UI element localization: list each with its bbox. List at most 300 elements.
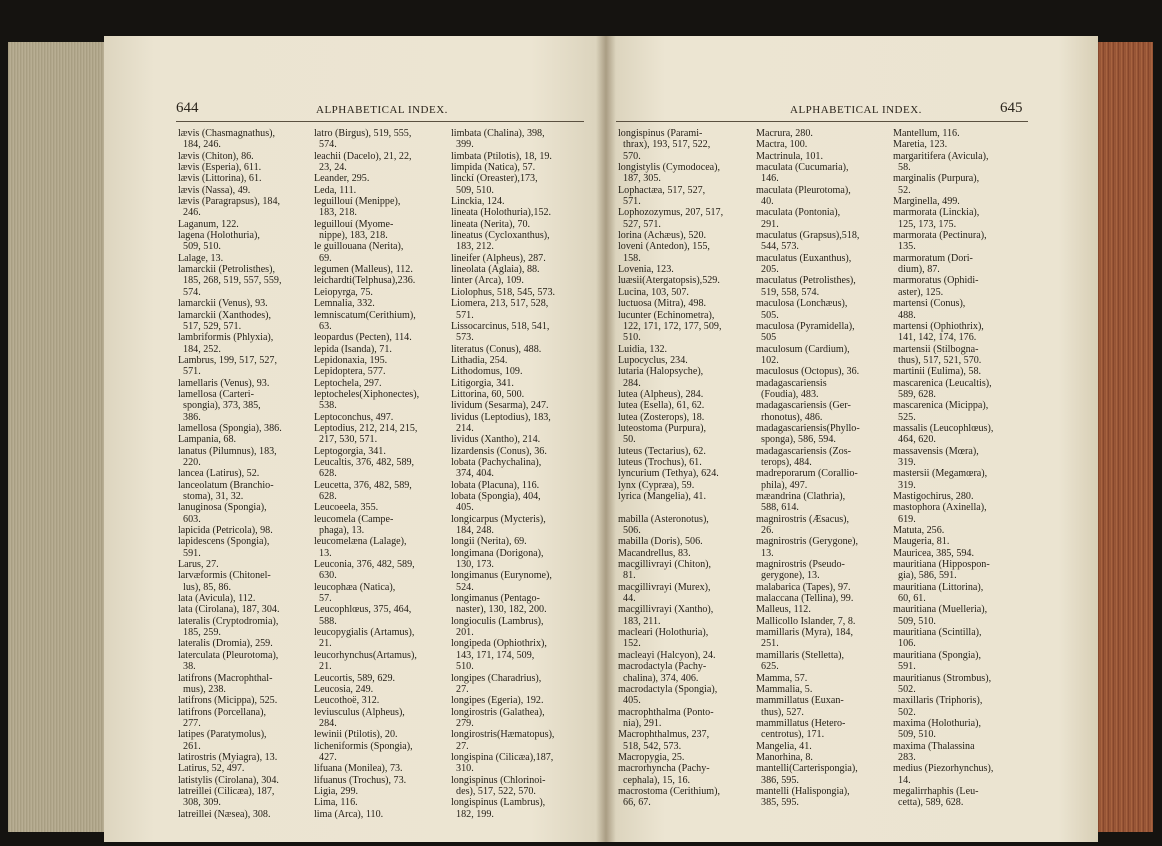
index-entry-line: lanatus (Pilumnus), 183, bbox=[178, 445, 277, 457]
index-entry-line: Luidia, 132. bbox=[618, 343, 668, 355]
index-entry-line: madreporarum (Corallio- bbox=[756, 468, 858, 480]
index-entry-line: 251. bbox=[756, 638, 779, 650]
index-entry-line: 184, 246. bbox=[178, 139, 221, 151]
index-entry-line: 571. bbox=[178, 366, 201, 378]
index-entry-line: Leander, 295. bbox=[314, 173, 370, 185]
index-entry-line: maculata (Cucumaria), bbox=[756, 162, 849, 174]
index-entry-line: 574. bbox=[314, 139, 337, 151]
index-entry-line: 26. bbox=[756, 525, 774, 537]
index-entry-line: Mactra, 100. bbox=[756, 139, 808, 151]
index-entry-line: longispinus (Parami- bbox=[618, 128, 703, 139]
index-entry-line: maculosum (Cardium), bbox=[756, 343, 850, 355]
index-entry-line: Leucophlœus, 375, 464, bbox=[314, 604, 412, 616]
index-entry-line: mascarenica (Micippa), bbox=[893, 400, 989, 412]
index-entry-line: Leptochela, 297. bbox=[314, 377, 382, 389]
index-entry-line: lævis (Nassa), 49. bbox=[178, 184, 251, 196]
index-entry-line: linter (Arca), 109. bbox=[451, 275, 524, 287]
index-entry-line: Lophozozymus, 207, 517, bbox=[618, 207, 724, 219]
index-entry-line: 505. bbox=[756, 309, 779, 321]
index-entry-line: lutea (Esella), 61, 62. bbox=[618, 400, 705, 412]
index-entry-line: 57. bbox=[314, 593, 332, 605]
index-entry-line: 385, 595. bbox=[756, 797, 799, 809]
index-entry-line: longipes (Charadrius), bbox=[451, 672, 542, 684]
index-entry-line: Manorhina, 8. bbox=[756, 751, 813, 763]
index-entry-line: magnirostris (Gerygone), bbox=[756, 536, 859, 548]
index-entry-line: mastophora (Axinella), bbox=[893, 502, 987, 514]
index-entry-line: thus), 527. bbox=[756, 706, 804, 718]
index-entry-line: mascarenica (Leucaltis), bbox=[893, 377, 992, 389]
index-entry-line: latistylis (Cirolana), 304. bbox=[178, 774, 279, 786]
index-entry-line: Leptodius, 212, 214, 215, bbox=[314, 422, 418, 434]
index-entry-line: 58. bbox=[893, 162, 911, 174]
index-entry-line: 502. bbox=[893, 683, 916, 695]
index-entry-line: lancea (Latirus), 52. bbox=[178, 468, 260, 480]
index-entry-line: maculatus (Euxanthus), bbox=[756, 252, 852, 264]
index-entry-line: leucomela (Campe- bbox=[314, 513, 394, 525]
index-entry-line: lata (Cirolana), 187, 304. bbox=[178, 604, 280, 616]
index-entry-line: 283. bbox=[893, 751, 916, 763]
index-entry-line: des), 517, 522, 570. bbox=[451, 785, 536, 797]
index-entry-line: 183, 218. bbox=[314, 207, 357, 219]
index-entry-line: leichardti(Telphusa),236. bbox=[314, 275, 416, 287]
index-entry-line: leucophæa (Natica), bbox=[314, 581, 396, 593]
index-entry-line: Liolophus, 518, 545, 573. bbox=[451, 286, 556, 298]
index-entry-line: 13. bbox=[756, 547, 774, 559]
index-entry-line: maculosa (Lonchæus), bbox=[756, 298, 848, 310]
index-entry-line: Leucoeela, 355. bbox=[314, 502, 379, 514]
index-entry-line: 106. bbox=[893, 638, 916, 650]
index-entry-line: lucunter (Echinometra), bbox=[618, 309, 715, 321]
index-entry-line: longicarpus (Mycteris), bbox=[451, 513, 546, 525]
index-entry-line: gerygone), 13. bbox=[756, 570, 820, 582]
index-entry-line: lamellosa (Spongia), 386. bbox=[178, 422, 282, 434]
left-page-stack-edge bbox=[8, 42, 108, 832]
index-entry-line: marmoratum (Dori- bbox=[893, 252, 973, 264]
index-entry-line: 60, 61. bbox=[893, 593, 926, 605]
index-entry-line: 135. bbox=[893, 241, 916, 253]
index-entry-line: Liomera, 213, 517, 528, bbox=[451, 298, 549, 310]
index-entry-line: luteus (Trochus), 61. bbox=[618, 456, 702, 468]
index-entry-line: Leucothoë, 312. bbox=[314, 695, 380, 707]
index-entry-line: macrodactyla (Spongia), bbox=[618, 683, 718, 695]
index-entry-line: marginalis (Purpura), bbox=[893, 173, 980, 185]
index-entry-line: 52. bbox=[893, 184, 911, 196]
index-entry-line: macleayi (Halcyon), 24. bbox=[618, 649, 716, 661]
index-entry-line: lamellaris (Venus), 93. bbox=[178, 377, 270, 389]
index-entry-line: Lepidonaxia, 195. bbox=[314, 354, 388, 366]
index-entry-line: lineolata (Aglaia), 88. bbox=[451, 264, 540, 276]
index-entry-line: lizardensis (Conus), 36. bbox=[451, 445, 547, 457]
index-entry-line: Lima, 116. bbox=[314, 797, 358, 809]
index-entry-line: longipes (Egeria), 192. bbox=[451, 695, 544, 707]
index-entry-line: 527, 571. bbox=[618, 218, 661, 230]
index-entry-line: malaccana (Tellina), 99. bbox=[756, 593, 854, 605]
index-entry-line: latifrons (Porcellana), bbox=[178, 706, 267, 718]
index-entry-line: 277. bbox=[178, 717, 201, 729]
index-entry-line: 625. bbox=[756, 661, 779, 673]
index-entry-line: sponga), 586, 594. bbox=[756, 434, 836, 446]
index-entry-line: 21. bbox=[314, 638, 332, 650]
index-entry-line: 517, 529, 571. bbox=[178, 320, 242, 332]
right-index-column-3 bbox=[893, 128, 993, 809]
index-entry-line: 628. bbox=[314, 491, 337, 502]
index-entry-line: literatus (Conus), 488. bbox=[451, 343, 542, 355]
index-entry-line: 509, 510. bbox=[893, 729, 936, 741]
index-entry-line: luteostoma (Purpura), bbox=[618, 422, 707, 434]
index-entry-line: leptocheles(Xiphonectes), bbox=[314, 388, 420, 400]
index-entry-line: leucorhynchus(Artamus), bbox=[314, 649, 417, 661]
index-entry-line: cephala), 15, 16. bbox=[618, 774, 691, 786]
index-entry-line: 40. bbox=[756, 196, 774, 208]
index-entry-line: lobata (Pachychalina), bbox=[451, 456, 542, 468]
index-entry-line: 619. bbox=[893, 513, 916, 525]
index-entry-line: centrotus), 171. bbox=[756, 729, 825, 741]
index-entry-line: 184, 252. bbox=[178, 343, 221, 355]
index-entry-line: 509, 510. bbox=[178, 241, 221, 253]
index-entry-line: macgillivrayi (Chiton), bbox=[618, 559, 712, 571]
index-entry-line: Leucosia, 249. bbox=[314, 683, 374, 695]
index-entry-line: 524. bbox=[451, 581, 474, 593]
index-entry-line: 214. bbox=[451, 422, 474, 434]
index-entry-line: Lissocarcinus, 518, 541, bbox=[451, 320, 550, 332]
index-entry-line: mammillatus (Euxan- bbox=[756, 695, 844, 707]
index-entry-line: 130, 173. bbox=[451, 559, 494, 571]
index-entry-line: naster), 130, 182, 200. bbox=[451, 604, 547, 616]
index-entry-line: Lepidoptera, 577. bbox=[314, 366, 386, 378]
index-entry-line: 589, 628. bbox=[893, 388, 936, 400]
index-entry-line: madagascariensis (Ger- bbox=[756, 400, 851, 412]
index-entry-line: 122, 171, 172, 177, 509, bbox=[618, 320, 722, 332]
index-entry-line: 427. bbox=[314, 751, 337, 763]
index-entry-line: macgillivrayi (Xantho), bbox=[618, 604, 714, 616]
index-entry-line: lævis (Chiton), 86. bbox=[178, 150, 254, 162]
book-gutter bbox=[596, 36, 616, 842]
index-entry-line: 284. bbox=[314, 717, 337, 729]
index-entry-line: Maretia, 123. bbox=[893, 139, 948, 151]
index-entry-line: luteus (Tectarius), 62. bbox=[618, 445, 706, 457]
index-entry-line: 205. bbox=[756, 264, 779, 276]
index-entry-line: Lalage, 13. bbox=[178, 252, 224, 264]
index-entry-line: macleari (Holothuria), bbox=[618, 627, 709, 639]
index-entry-line: magnirostris (Æsacus), bbox=[756, 513, 850, 525]
index-entry-line: longimanus (Eurynome), bbox=[451, 570, 552, 582]
index-entry-line: lateralis (Dromia), 259. bbox=[178, 638, 273, 650]
index-entry-line: lividus (Xantho), 214. bbox=[451, 434, 541, 446]
index-entry-line: 399. bbox=[451, 139, 474, 151]
index-entry-line: lemniscatum(Cerithium), bbox=[314, 309, 416, 321]
index-entry-line: leguillouí (Menippe), bbox=[314, 196, 401, 208]
index-entry-line: 201. bbox=[451, 627, 474, 639]
index-entry-line: Lupocyclus, 234. bbox=[618, 354, 688, 366]
index-entry-line: martensii (Stilbogna- bbox=[893, 343, 979, 355]
index-entry-line: 319. bbox=[893, 479, 916, 491]
index-entry-line: lepida (Isanda), 71. bbox=[314, 343, 392, 355]
index-entry-line: mamillaris (Stelletta), bbox=[756, 649, 845, 661]
index-entry-line: 464, 620. bbox=[893, 434, 936, 446]
index-entry-line: mauritiana (Spongia), bbox=[893, 649, 982, 661]
index-entry-line: mauritianus (Strombus), bbox=[893, 672, 992, 684]
left-page-number: 644 bbox=[176, 100, 199, 116]
index-entry-line: legumen (Malleus), 112. bbox=[314, 264, 413, 276]
index-entry-line: Lovenia, 123. bbox=[618, 264, 674, 276]
index-entry-line: Mastigochirus, 280. bbox=[893, 491, 974, 502]
index-entry-line: 571. bbox=[618, 196, 641, 208]
index-entry-line: maculosa (Pyramidella), bbox=[756, 320, 855, 332]
index-entry-line: mus), 238. bbox=[178, 683, 226, 695]
index-entry-line: thus), 517, 521, 570. bbox=[893, 354, 982, 366]
index-entry-line: lævis (Esperia), 611. bbox=[178, 162, 262, 174]
index-entry-line: 573. bbox=[451, 332, 474, 344]
index-entry-line: lifuanus (Trochus), 73. bbox=[314, 774, 407, 786]
index-entry-line: massalis (Leucophlœus), bbox=[893, 422, 994, 434]
index-entry-line: 284. bbox=[618, 377, 641, 389]
index-entry-line: leucopygialis (Artamus), bbox=[314, 627, 415, 639]
index-entry-line: marmoratus (Ophidi- bbox=[893, 275, 979, 287]
index-entry-line: 308, 309. bbox=[178, 797, 221, 809]
index-entry-line: cetta), 589, 628. bbox=[893, 797, 964, 809]
index-entry-line: leguillouí (Myome- bbox=[314, 218, 394, 230]
index-entry-line: 505 bbox=[756, 332, 777, 344]
index-entry-line: 27. bbox=[451, 683, 469, 695]
index-entry-line: longirostris (Galathea), bbox=[451, 706, 545, 718]
index-entry-line: 14. bbox=[893, 774, 911, 786]
index-entry-line: massavensis (Mœra), bbox=[893, 445, 979, 457]
index-entry-line: lividus (Leptodius), 183, bbox=[451, 411, 551, 423]
index-entry-line: Leucortis, 589, 629. bbox=[314, 672, 396, 684]
index-entry-line: mantelli (Halispongia), bbox=[756, 785, 850, 797]
index-entry-line: latipes (Paratymolus), bbox=[178, 729, 267, 741]
index-entry-line: Mallicollo Islander, 7, 8. bbox=[756, 615, 856, 627]
index-entry-line: Lambrus, 199, 517, 527, bbox=[178, 354, 277, 366]
index-entry-line: Laganum, 122. bbox=[178, 218, 239, 230]
index-entry-line: mauritiana (Muelleria), bbox=[893, 604, 988, 616]
index-entry-line: 509, 510. bbox=[893, 615, 936, 627]
index-entry-line: macrodactyla (Pachy- bbox=[618, 661, 707, 673]
index-entry-line: lævis (Paragrapsus), 184, bbox=[178, 196, 281, 208]
index-entry-line: 279. bbox=[451, 717, 474, 729]
index-entry-line: lateralis (Cryptodromia), bbox=[178, 615, 279, 627]
index-entry-line: 69. bbox=[314, 252, 332, 264]
index-entry-line: luctuosa (Mitra), 498. bbox=[618, 298, 707, 310]
index-entry-line: medius (Piezorhynchus), bbox=[893, 763, 994, 775]
left-index-column-2 bbox=[314, 128, 419, 820]
index-entry-line: lamarckii (Petrolisthes), bbox=[178, 264, 275, 276]
index-entry-line: leucomelæna (Lalage), bbox=[314, 536, 407, 548]
index-entry-line: longioculis (Lambrus), bbox=[451, 615, 544, 627]
index-entry-line: lewinii (Ptilotis), 20. bbox=[314, 729, 398, 741]
index-entry-line: lagena (Holothuria), bbox=[178, 230, 260, 242]
index-entry-line: lutaria (Halopsyche), bbox=[618, 366, 704, 378]
index-entry-line: 591. bbox=[893, 661, 916, 673]
index-entry-line: 44. bbox=[618, 593, 636, 605]
index-entry-line: maxima (Thalassina bbox=[893, 740, 975, 752]
index-entry-line: mamillaris (Myra), 184, bbox=[756, 627, 853, 639]
right-page-number: 645 bbox=[1000, 100, 1023, 116]
index-entry-line: Leuconia, 376, 482, 589, bbox=[314, 559, 415, 571]
index-entry-line: longimanus (Pentago- bbox=[451, 593, 540, 605]
index-entry-line: limpida (Natica), 57. bbox=[451, 162, 536, 174]
index-entry-line: lineata (Nerita), 70. bbox=[451, 218, 531, 230]
index-entry-line: maculatus (Petrolisthes), bbox=[756, 275, 856, 287]
index-entry-line: 603. bbox=[178, 513, 201, 525]
index-entry-line: lynx (Cypræa), 59. bbox=[618, 479, 695, 491]
index-entry-line: marmorata (Linckia), bbox=[893, 207, 980, 219]
index-entry-line: maculatus (Grapsus),518, bbox=[756, 230, 860, 242]
index-entry-line: lobata (Spongia), 404, bbox=[451, 491, 541, 502]
index-entry-line: mastersii (Megamœra), bbox=[893, 468, 988, 480]
index-entry-line: longimana (Dorigona), bbox=[451, 547, 544, 559]
index-entry-line: 125, 173, 175. bbox=[893, 218, 957, 230]
index-entry-line: latifrons (Micippa), 525. bbox=[178, 695, 278, 707]
index-entry-line: 187, 305. bbox=[618, 173, 661, 185]
index-entry-line: 588, 614. bbox=[756, 502, 799, 514]
index-entry-line: mauritiana (Littorina), bbox=[893, 581, 984, 593]
index-entry-line: lata (Avicula), 112. bbox=[178, 593, 256, 605]
index-entry-line: latreillei (Næsea), 308. bbox=[178, 808, 271, 820]
index-entry-line: latreillei (Cilicæa), 187, bbox=[178, 785, 275, 797]
index-entry-line: 405. bbox=[618, 695, 641, 707]
index-entry-line: 158. bbox=[618, 252, 641, 264]
left-index-column-1 bbox=[178, 128, 282, 820]
index-entry-line: lamarckii (Xanthodes), bbox=[178, 309, 272, 321]
index-entry-line: madagascariensis (Zos- bbox=[756, 445, 852, 457]
index-entry-line: latirostris (Myiagra), 13. bbox=[178, 751, 278, 763]
index-entry-line: 185, 268, 519, 557, 559, bbox=[178, 275, 282, 287]
index-entry-line: spongia), 373, 385, bbox=[178, 400, 261, 412]
index-entry-line: Lithadia, 254. bbox=[451, 354, 508, 366]
index-entry-line: leachii (Dacelo), 21, 22, bbox=[314, 150, 412, 162]
index-entry-line: linckí (Oreaster),173, bbox=[451, 173, 538, 185]
index-entry-line: 50. bbox=[618, 434, 636, 446]
index-entry-line: 261. bbox=[178, 740, 201, 752]
index-entry-line: 544, 573. bbox=[756, 241, 799, 253]
index-entry-line: Mammalia, 5. bbox=[756, 683, 813, 695]
index-entry-line: phaga), 13. bbox=[314, 525, 365, 537]
index-entry-line: 246. bbox=[178, 207, 201, 219]
index-entry-line: lamellosa (Carteri- bbox=[178, 388, 254, 400]
index-entry-line: Lithodomus, 109. bbox=[451, 366, 523, 378]
index-entry-line bbox=[618, 502, 723, 513]
index-entry-line: gia), 586, 591. bbox=[893, 570, 957, 582]
index-entry-line: dium), 87. bbox=[893, 264, 940, 276]
right-page-stack-edge bbox=[1095, 42, 1153, 832]
index-entry-line: 374, 404. bbox=[451, 468, 494, 480]
index-entry-line: (Foudia), 483. bbox=[756, 388, 819, 400]
index-entry-line: martensi (Ophiothrix), bbox=[893, 320, 984, 332]
index-entry-line: Lophactæa, 517, 527, bbox=[618, 184, 706, 196]
index-entry-line: Mantellum, 116. bbox=[893, 128, 960, 139]
left-index-column-3 bbox=[451, 128, 555, 820]
index-entry-line: mabilla (Doris), 506. bbox=[618, 536, 703, 548]
index-entry-line: macrostoma (Cerithium), bbox=[618, 785, 721, 797]
index-entry-line: 519, 558, 574. bbox=[756, 286, 820, 298]
index-entry-line: martensi (Conus), bbox=[893, 298, 966, 310]
index-entry-line: Macandrellus, 83. bbox=[618, 547, 691, 559]
index-entry-line: 630. bbox=[314, 570, 337, 582]
left-running-head: ALPHABETICAL INDEX. bbox=[316, 104, 448, 116]
index-entry-line: 488. bbox=[893, 309, 916, 321]
index-entry-line: longispina (Cilicæa),187, bbox=[451, 751, 554, 763]
index-entry-line: madagascariensis(Phyllo- bbox=[756, 422, 860, 434]
index-entry-line: Mactrinula, 101. bbox=[756, 150, 823, 162]
index-entry-line: martinii (Eulima), 58. bbox=[893, 366, 982, 378]
index-entry-line: limbata (Chalina), 398, bbox=[451, 128, 545, 139]
index-entry-line: longistylis (Cymodocea), bbox=[618, 162, 721, 174]
index-entry-line: marmorata (Pectinura), bbox=[893, 230, 987, 242]
index-entry-line: Latirus, 52, 497. bbox=[178, 763, 245, 775]
index-entry-line: lyrica (Mangelia), 41. bbox=[618, 491, 707, 502]
index-entry-line: 386, 595. bbox=[756, 774, 799, 786]
index-entry-line: Ligia, 299. bbox=[314, 785, 359, 797]
index-entry-line: 538. bbox=[314, 400, 337, 412]
index-entry-line: 141, 142, 174, 176. bbox=[893, 332, 977, 344]
index-entry-line: 66, 67. bbox=[618, 797, 651, 809]
index-entry-line: magnirostris (Pseudo- bbox=[756, 559, 845, 571]
index-entry-line: 591. bbox=[178, 547, 201, 559]
index-entry-line: mauritiana (Scintilla), bbox=[893, 627, 982, 639]
index-entry-line: Lemnalia, 332. bbox=[314, 298, 375, 310]
index-entry-line: maculata (Pleurotoma), bbox=[756, 184, 851, 196]
index-entry-line: 183, 212. bbox=[451, 241, 494, 253]
index-entry-line: Leiopyrga, 75. bbox=[314, 286, 373, 298]
index-entry-line: lapidescens (Spongia), bbox=[178, 536, 270, 548]
index-entry-line: lobata (Placuna), 116. bbox=[451, 479, 540, 491]
right-index-column-1 bbox=[618, 128, 723, 809]
index-entry-line: Larus, 27. bbox=[178, 559, 219, 571]
right-running-head: ALPHABETICAL INDEX. bbox=[790, 104, 922, 116]
index-entry-line: lævis (Littorina), 61. bbox=[178, 173, 262, 185]
index-entry-line: luæsii(Atergatopsis),529. bbox=[618, 275, 720, 287]
index-entry-line: madagascariensis bbox=[756, 377, 827, 389]
index-entry-line: 574. bbox=[178, 286, 201, 298]
index-entry-line: lima (Arca), 110. bbox=[314, 808, 384, 820]
index-entry-line: lus), 85, 86. bbox=[178, 581, 231, 593]
index-entry-line: 183, 211. bbox=[618, 615, 661, 627]
right-header-rule bbox=[616, 121, 1028, 122]
index-entry-line: maculosus (Octopus), 36. bbox=[756, 366, 860, 378]
index-entry-line: 310. bbox=[451, 763, 474, 775]
index-entry-line: loveni (Antedon), 155, bbox=[618, 241, 710, 253]
index-entry-line: lamarckii (Venus), 93. bbox=[178, 298, 268, 310]
index-entry-line: latifrons (Macrophthal- bbox=[178, 672, 273, 684]
index-entry-line: 102. bbox=[756, 354, 779, 366]
index-entry-line: phila), 497. bbox=[756, 479, 808, 491]
index-entry-line: rhonotus), 486. bbox=[756, 411, 823, 423]
index-entry-line: lineifer (Alpheus), 287. bbox=[451, 252, 546, 264]
index-entry-line: lifuana (Monilea), 73. bbox=[314, 763, 403, 775]
index-entry-line: 506. bbox=[618, 525, 641, 537]
index-entry-line: Linckia, 124. bbox=[451, 196, 505, 208]
index-entry-line: lorina (Achæus), 520. bbox=[618, 230, 707, 242]
index-entry-line: lutea (Alpheus), 284. bbox=[618, 388, 704, 400]
index-entry-line: 570. bbox=[618, 150, 641, 162]
index-entry-line: limbata (Ptilotis), 18, 19. bbox=[451, 150, 552, 162]
index-entry-line: 143, 171, 174, 509, bbox=[451, 649, 535, 661]
index-entry-line: Macropygia, 25. bbox=[618, 751, 685, 763]
index-entry-line: Leptogorgia, 341. bbox=[314, 445, 386, 457]
index-entry-line: lyncurium (Tethya), 624. bbox=[618, 468, 719, 480]
index-entry-line: 628. bbox=[314, 468, 337, 480]
index-entry-line: 182, 199. bbox=[451, 808, 494, 820]
index-entry-line: megalirrhaphis (Leu- bbox=[893, 785, 979, 797]
index-entry-line: 146. bbox=[756, 173, 779, 185]
index-entry-line: 588. bbox=[314, 615, 337, 627]
index-entry-line: thrax), 193, 517, 522, bbox=[618, 139, 711, 151]
index-entry-line: 21. bbox=[314, 661, 332, 673]
index-entry-line: 525. bbox=[893, 411, 916, 423]
index-entry-line: margaritifera (Avicula), bbox=[893, 150, 989, 162]
right-index-column-2 bbox=[756, 128, 860, 809]
